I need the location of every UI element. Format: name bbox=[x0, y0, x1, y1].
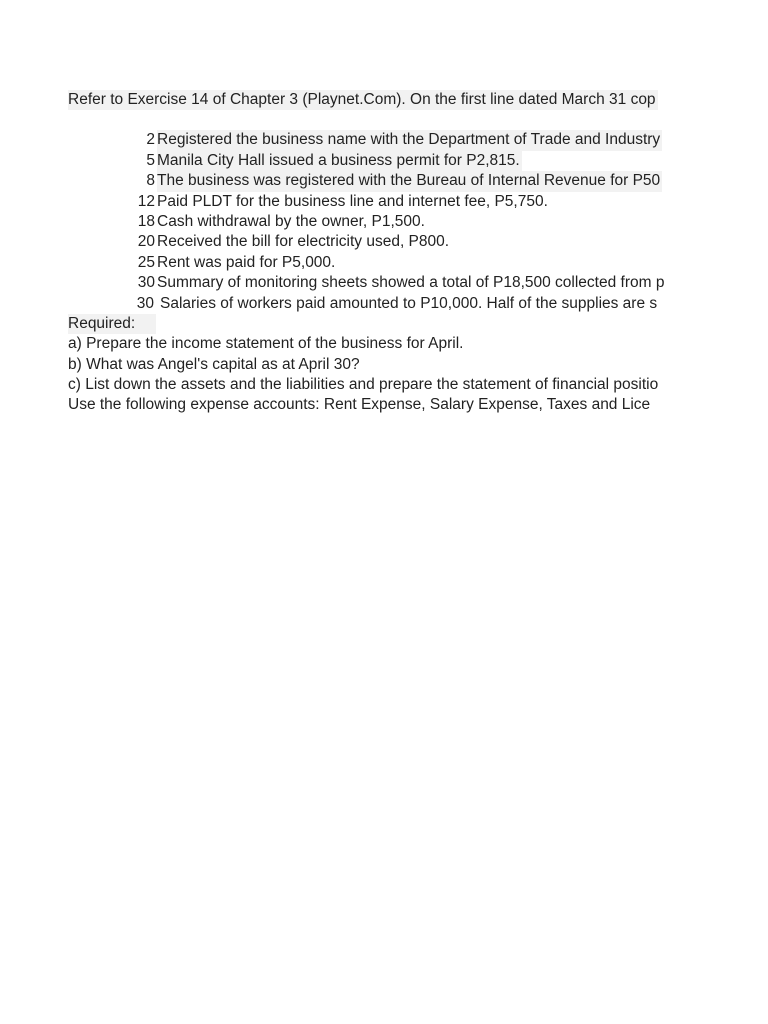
requirement-text: c) List down the assets and the liabilities and prepare the statement of financial positio bbox=[68, 376, 659, 394]
transaction-text: The business was registered with the Bureau of Internal Revenue for P50 bbox=[157, 171, 662, 191]
transaction-row bbox=[68, 273, 684, 293]
transaction-row bbox=[68, 192, 684, 212]
requirement-row bbox=[68, 395, 684, 415]
transaction-row bbox=[68, 151, 684, 171]
transaction-day: 30 bbox=[136, 294, 154, 312]
transaction-row bbox=[68, 232, 684, 252]
transaction-day: 5 bbox=[146, 151, 155, 169]
transaction-day: 18 bbox=[137, 212, 155, 230]
required-label: Required: bbox=[68, 314, 156, 334]
required-row bbox=[68, 314, 684, 334]
requirement-row bbox=[68, 355, 684, 375]
requirement-text: b) What was Angel's capital as at April 30? bbox=[68, 355, 360, 373]
transaction-text: Salaries of workers paid amounted to P10,000. Half of the supplies are s bbox=[160, 294, 658, 312]
transaction-day: 8 bbox=[146, 172, 155, 190]
intro-text: Refer to Exercise 14 of Chapter 3 (Playnet.Com). On the first line dated March 31 cop bbox=[68, 90, 658, 110]
intro-row bbox=[68, 90, 684, 110]
transaction-row bbox=[68, 171, 684, 191]
requirement-text: a) Prepare the income statement of the business for April. bbox=[68, 335, 464, 353]
spreadsheet-area bbox=[68, 90, 684, 420]
transaction-day: 25 bbox=[137, 253, 155, 271]
transaction-day: 2 bbox=[146, 131, 155, 149]
requirement-text: Use the following expense accounts: Rent Expense, Salary Expense, Taxes and Lice bbox=[68, 396, 651, 414]
transaction-day: 30 bbox=[137, 274, 155, 292]
transaction-day: 12 bbox=[137, 192, 155, 210]
transaction-day: 20 bbox=[137, 233, 155, 251]
transaction-text: Paid PLDT for the business line and internet fee, P5,750. bbox=[157, 192, 548, 210]
requirement-row bbox=[68, 375, 684, 395]
requirement-row bbox=[68, 334, 684, 354]
transaction-text: Rent was paid for P5,000. bbox=[157, 253, 336, 271]
transaction-text: Registered the business name with the Department of Trade and Industry bbox=[157, 130, 662, 150]
transaction-row bbox=[68, 253, 684, 273]
transaction-text: Manila City Hall issued a business permit for P2,815. bbox=[157, 151, 522, 171]
transaction-row bbox=[68, 294, 684, 314]
transaction-text: Received the bill for electricity used, P800. bbox=[157, 233, 450, 251]
transaction-text: Summary of monitoring sheets showed a total of P18,500 collected from p bbox=[157, 274, 665, 292]
transaction-row bbox=[68, 212, 684, 232]
transaction-row bbox=[68, 130, 684, 150]
transaction-text: Cash withdrawal by the owner, P1,500. bbox=[157, 212, 425, 230]
